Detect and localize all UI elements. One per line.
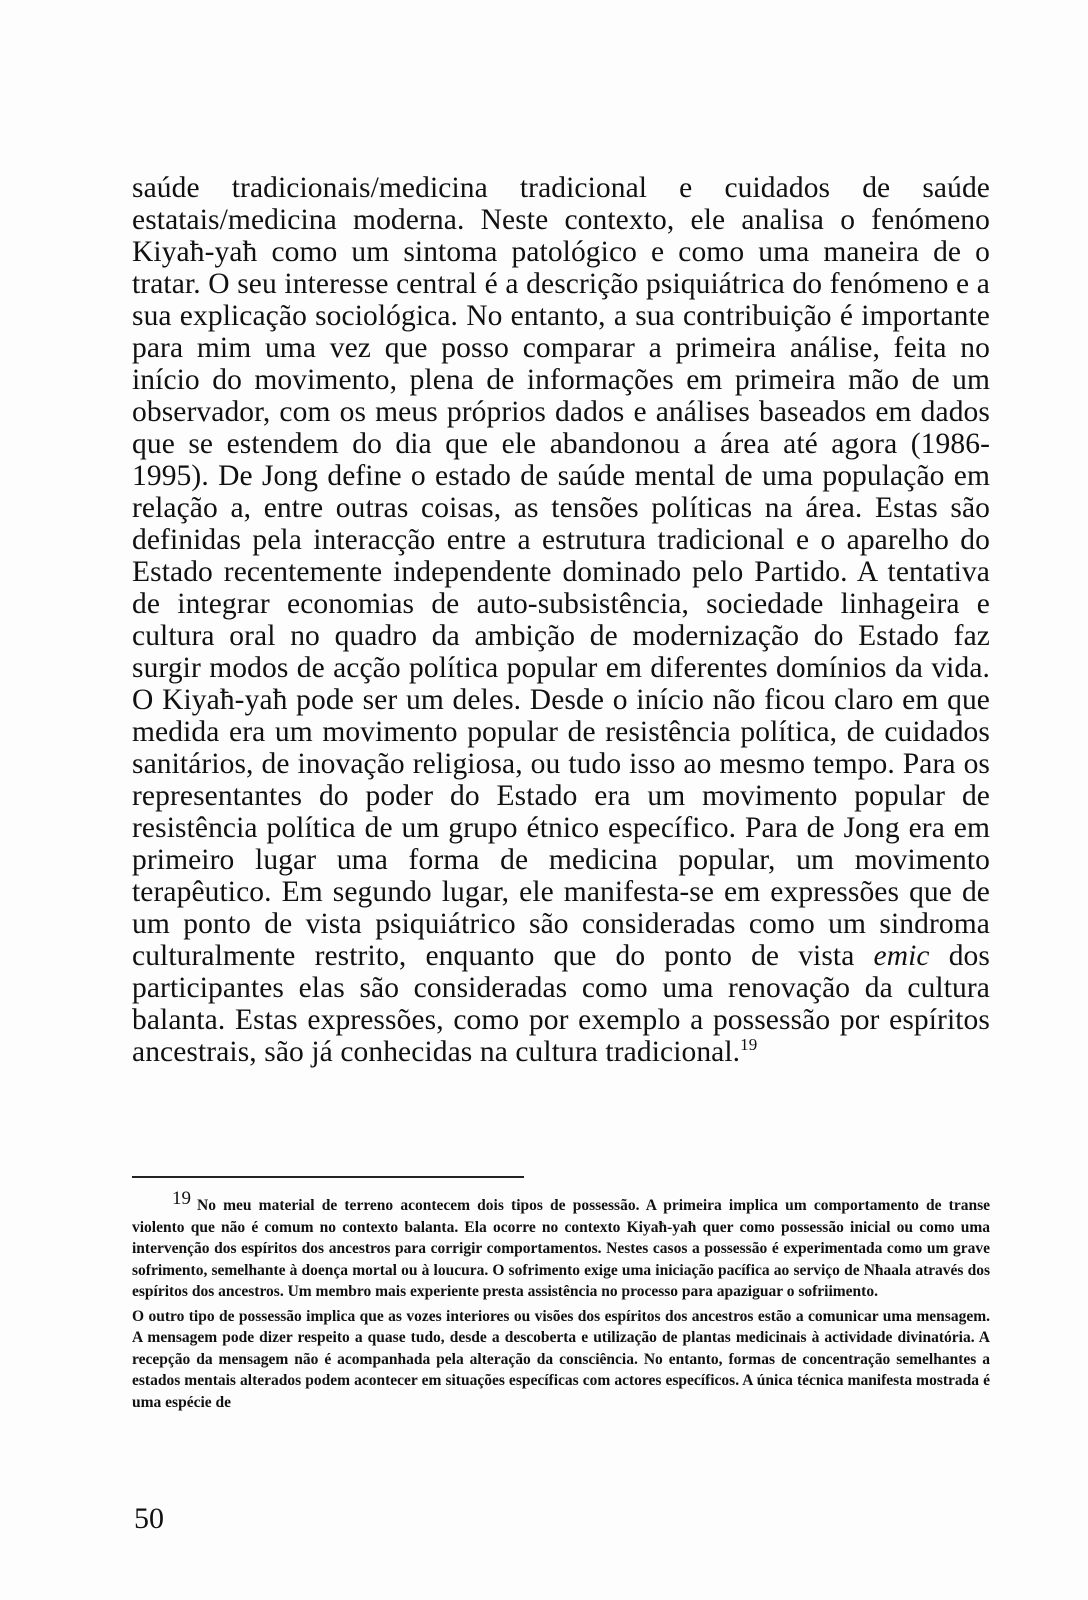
footnote xyxy=(132,1188,990,1413)
footnote-separator xyxy=(132,1176,524,1178)
body-text-part-1: saúde tradicionais/medicina tradicional e cuidados de saúde estatais/medicina moderna. Neste contexto, ele analisa o fenómeno Kiyaħ-yaħ como um sintoma patológico e como uma maneira de o tratar. O seu interesse central é a descrição psiquiátrica do fenómeno e a sua explicação sociológica. No entanto, a sua contribuição é importante para mim uma vez que posso comparar a primeira análise, feita no início do movimento, plena de informações em primeira mão de um observador, com os meus próprios dados e análises baseados em dados que se estendem do dia que ele abandonou a área até agora (1986-1995). De Jong define o estado de saúde mental de uma população em relação a, entre outras coisas, as tensões políticas na área. Estas são definidas pela interacção entre a estrutura tradicional e o aparelho do Estado recentemente independente dominado pelo Partido. A tentativa de integrar economias de auto-subsistência, sociedade linhageira e cultura oral no quadro da ambição de modernização do Estado faz surgir modos de acção política popular em diferentes domínios da vida. O Kiyaħ-yaħ pode ser um deles. Desde o início não ficou claro em que medida era um movimento popular de resistência política, de cuidados sanitários, de inovação religiosa, ou tudo isso ao mesmo tempo. Para os representantes do poder do Estado era um movimento popular de resistência política de um grupo étnico específico. Para de Jong era em primeiro lugar uma forma de medicina popular, um movimento terapêutico. Em segundo lugar, ele manifesta-se em expressões que de um ponto de vista psiquiátrico são consideradas como um sindroma culturalmente restrito, enquanto que do ponto de vista xyxy=(132,172,990,972)
footnote-paragraph-1 xyxy=(132,1188,990,1303)
emic-term: emic xyxy=(873,940,930,972)
footnote-paragraph-2: O outro tipo de possessão implica que as vozes interiores ou visões dos espíritos dos ancestros estão a comunicar uma mensagem. A mensagem pode dizer respeito a quase tudo, desde a descoberta e utilização de plantas medicinais à actividade divinatória. A recepção da mensagem não é acompanhada pela alteração da consciência. No entanto, formas de concentração semelhantes a estados mentais alterados podem acontecer em situações específicas com actores específicos. A única técnica manifesta mostrada é uma espécie de xyxy=(132,1307,990,1411)
footnote-paragraph-1-text: No meu material de terreno acontecem dois tipos de possessão. A primeira implica um comportamento de transe violento que não é comum no contexto balanta. Ela ocorre no contexto Kiyaħ-yaħ quer como possessão inicial ou como uma intervenção dos espíritos dos ancestros para corrigir comportamentos. Nestes casos a possessão é experimentada como um grave sofrimento, semelhante à doença mortal ou à loucura. O sofrimento exige uma iniciação pacífica ao serviço de Nħaala através dos espíritos dos ancestros. Um membro mais experiente presta assistência no processo para apaziguar o sofriimento. xyxy=(132,1197,990,1300)
body-text-part-2: dos participantes elas são consideradas como uma renovação da cultura balanta. Estas expressões, como por exemplo a possessão por espíritos ancestrais, são já conhecidas na cultura tradicional. xyxy=(132,940,990,1068)
footnote-number: 19 xyxy=(172,1188,191,1209)
body-paragraph xyxy=(132,172,990,1068)
footnote-reference[interactable]: 19 xyxy=(740,1035,758,1055)
page-number: 50 xyxy=(134,1502,164,1535)
